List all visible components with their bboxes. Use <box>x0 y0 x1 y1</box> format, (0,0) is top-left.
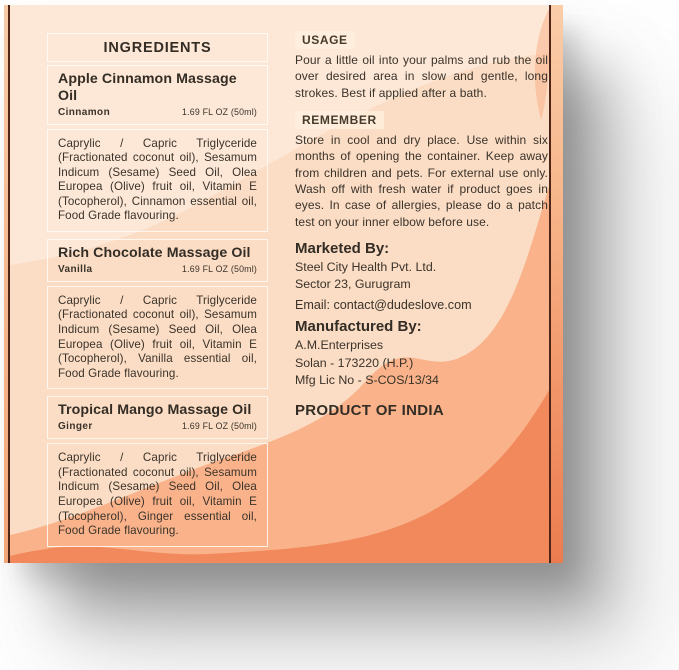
ingredients-title: INGREDIENTS <box>47 33 268 62</box>
product-name: Rich Chocolate Massage Oil <box>57 245 251 262</box>
product-header <box>47 65 268 125</box>
product-ingredients: Caprylic / Capric Triglyceride (Fractionated coconut oil), Sesamum Indicum (Sesame) Seed Oil, Olea Europea (Olive) fruit oil, Vitamin E (Tocopherol), Vanilla essential oil, Food Grade flavouring. <box>47 286 268 390</box>
box-face <box>10 5 549 563</box>
product-header <box>47 396 268 439</box>
remember-label: REMEMBER <box>295 111 384 129</box>
box-right-side-face <box>549 5 563 563</box>
product-flavor: Cinnamon <box>57 106 111 118</box>
contact-email: Email: contact@dudeslove.com <box>294 298 472 313</box>
product-box-back-panel <box>4 5 563 563</box>
product-flavor: Vanilla <box>57 263 93 275</box>
product-name: Apple Cinnamon Massage Oil <box>57 71 237 104</box>
product-header <box>47 239 268 282</box>
product-name: Tropical Mango Massage Oil <box>57 402 252 419</box>
product-size: 1.69 FL OZ (50ml) <box>182 263 257 274</box>
manufactured-by-line1: A.M.Enterprises <box>294 338 384 353</box>
usage-text: Pour a little oil into your palms and rub the oil over desired area in slow and gentle, long strokes. Best if applied after a bath. <box>294 53 548 100</box>
product-size: 1.69 FL OZ (50ml) <box>182 106 257 117</box>
product-of-india-text: PRODUCT OF INDIA <box>294 401 444 419</box>
ingredients-panel <box>47 33 268 554</box>
product-size: 1.69 FL OZ (50ml) <box>182 421 257 432</box>
remember-text: Store in cool and dry place. Use within six months of opening the container. Keep away from children and pets. For external use only. Wash off with fresh water if product goes in eyes. In case of allergies, please do a patch test on your inner elbow before use. <box>294 132 548 229</box>
product-subrow <box>58 421 257 432</box>
product-flavor: Ginger <box>57 421 93 433</box>
marketed-by-line2: Sector 23, Gurugram <box>294 277 411 292</box>
manufactured-by-heading: Manufactured By: <box>294 318 422 336</box>
product-subrow <box>58 107 257 118</box>
marketed-by-heading: Marketed By: <box>294 239 390 257</box>
marketed-by-line1: Steel City Health Pvt. Ltd. <box>294 259 437 274</box>
product-ingredients: Caprylic / Capric Triglyceride (Fractionated coconut oil), Sesamum Indicum (Sesame) Seed Oil, Olea Europea (Olive) fruit oil, Vitamin E (Tocopherol), Ginger essential oil, Food Grade flavouring. <box>47 443 268 547</box>
usage-label: USAGE <box>295 31 355 49</box>
product-subrow <box>58 264 257 275</box>
info-panel <box>295 31 548 419</box>
manufactured-by-line2: Solan - 173220 (H.P.) <box>294 355 414 370</box>
product-ingredients: Caprylic / Capric Triglyceride (Fractionated coconut oil), Sesamum Indicum (Sesame) Seed Oil, Olea Europea (Olive) fruit oil, Vitamin E (Tocopherol), Cinnamon essential oil, Food Grade flavouring. <box>47 129 268 233</box>
manufactured-by-line3: Mfg Lic No - S-COS/13/34 <box>294 373 439 388</box>
